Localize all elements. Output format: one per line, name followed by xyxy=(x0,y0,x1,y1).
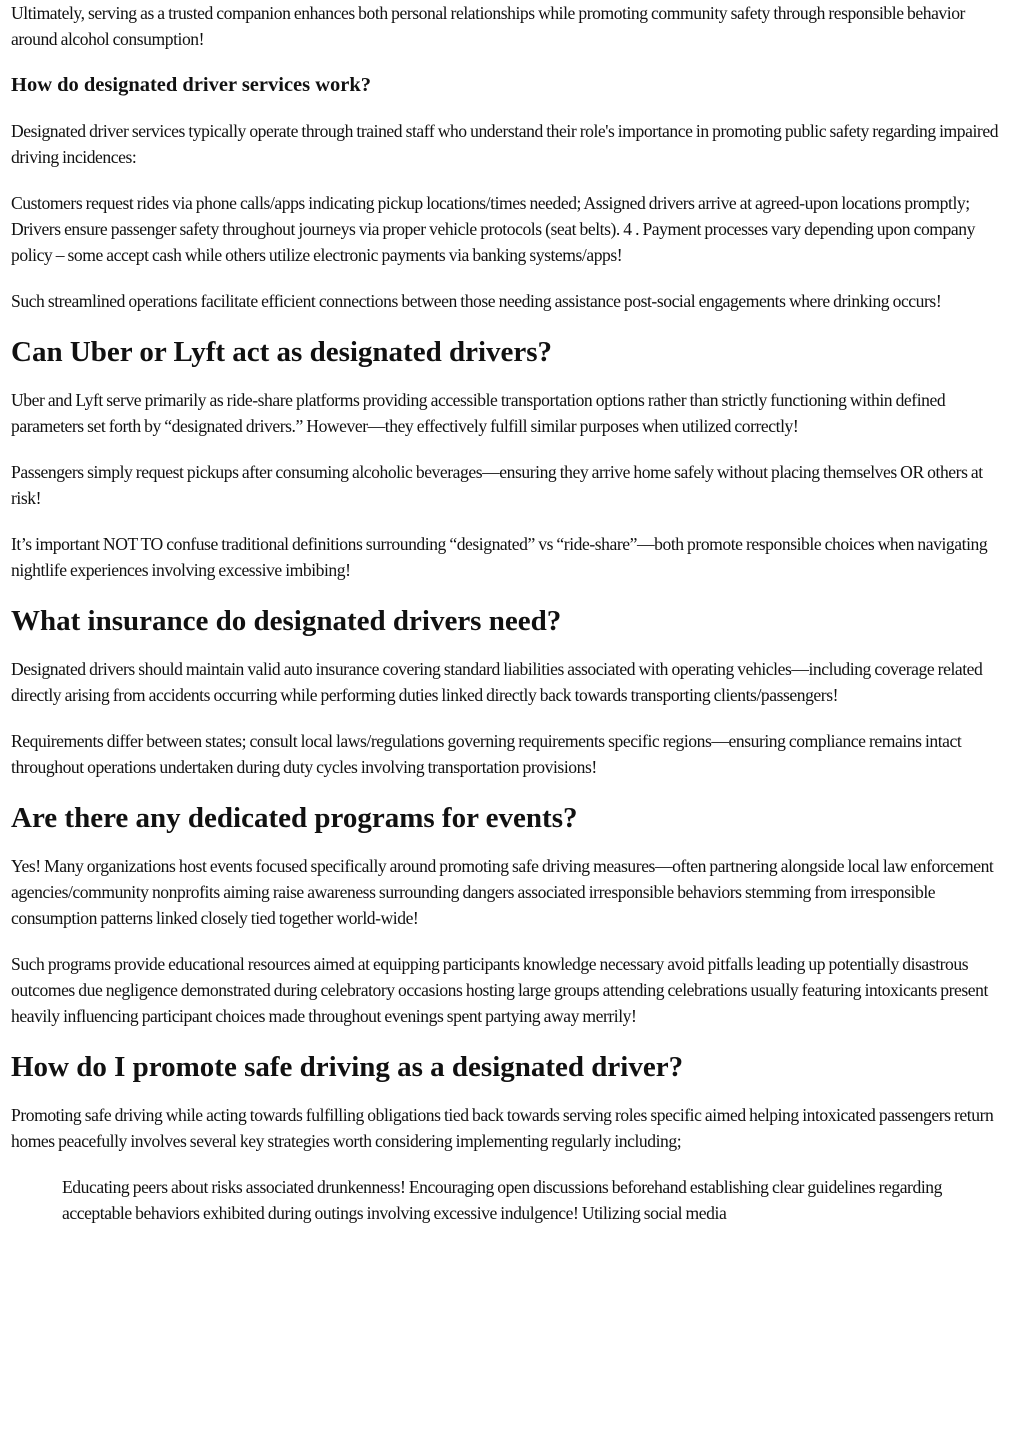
section-heading-uber-lyft: Can Uber or Lyft act as designated drivers? xyxy=(11,336,553,368)
paragraph: Designated drivers should maintain valid auto insurance covering standard liabilities associated with operating vehicles—including coverage related directly arising from accidents occurring while performing duties linked directly back towards transporting clients/passengers! xyxy=(11,659,983,705)
section-heading-service-workings: How do designated driver services work? xyxy=(11,74,372,96)
article-body xyxy=(11,0,1011,1226)
paragraph: Such streamlined operations facilitate efficient connections between those needing assistance post-social engagements where drinking occurs! xyxy=(11,291,942,311)
paragraph: Promoting safe driving while acting towards fulfilling obligations tied back towards serving roles specific aimed helping intoxicated passengers return homes peacefully involves several key strategies worth considering implementing regularly including; xyxy=(11,1105,994,1151)
paragraph: Yes! Many organizations host events focused specifically around promoting safe driving measures—often partnering alongside local law enforcement agencies/community nonprofits aiming raise awareness surrounding dangers associated irresponsible behaviors stemming from irresponsible consumption patterns linked closely tied together world-wide! xyxy=(11,856,994,928)
section-heading-event-programs: Are there any dedicated programs for events? xyxy=(11,802,578,834)
paragraph: Uber and Lyft serve primarily as ride-share platforms providing accessible transportation options rather than strictly functioning within defined parameters set forth by “designated drivers.” However—they effectively fulfill similar purposes when utilized correctly! xyxy=(11,390,946,436)
section-heading-promote-safe-driving: How do I promote safe driving as a designated driver? xyxy=(11,1051,684,1083)
intro-paragraph: Ultimately, serving as a trusted companion enhances both personal relationships while promoting community safety through responsible behavior around alcohol consumption! xyxy=(11,3,965,49)
paragraph: Customers request rides via phone calls/apps indicating pickup locations/times needed; Assigned drivers arrive at agreed-upon locations promptly; Drivers ensure passenger safety throughout journeys via proper vehicle protocols (seat belts). 4 . Payment processes vary depending upon company policy – some accept cash while others utilize electronic payments via banking systems/apps! xyxy=(11,193,975,265)
paragraph: Requirements differ between states; consult local laws/regulations governing requirements specific regions—ensuring compliance remains intact throughout operations undertaken during duty cycles involving transportation provisions! xyxy=(11,731,962,777)
paragraph: Such programs provide educational resources aimed at equipping participants knowledge necessary avoid pitfalls leading up potentially disastrous outcomes due negligence demonstrated during celebratory occasions hosting large groups attending celebrations usually featuring intoxicants present heavily influencing participant choices made throughout evenings spent partying away merrily! xyxy=(11,954,988,1026)
paragraph: Designated driver services typically operate through trained staff who understand their role's importance in promoting public safety regarding impaired driving incidences: xyxy=(11,121,999,167)
paragraph: Passengers simply request pickups after consuming alcoholic beverages—ensuring they arrive home safely without placing themselves OR others at risk! xyxy=(11,462,983,508)
paragraph: It’s important NOT TO confuse traditional definitions surrounding “designated” vs “ride-share”—both promote responsible choices when navigating nightlife experiences involving excessive imbibing! xyxy=(11,534,988,580)
section-heading-insurance: What insurance do designated drivers need? xyxy=(11,605,562,637)
indented-paragraph: Educating peers about risks associated drunkenness! Encouraging open discussions beforehand establishing clear guidelines regarding acceptable behaviors exhibited during outings involving excessive indulgence! Utilizing social media xyxy=(62,1177,942,1223)
